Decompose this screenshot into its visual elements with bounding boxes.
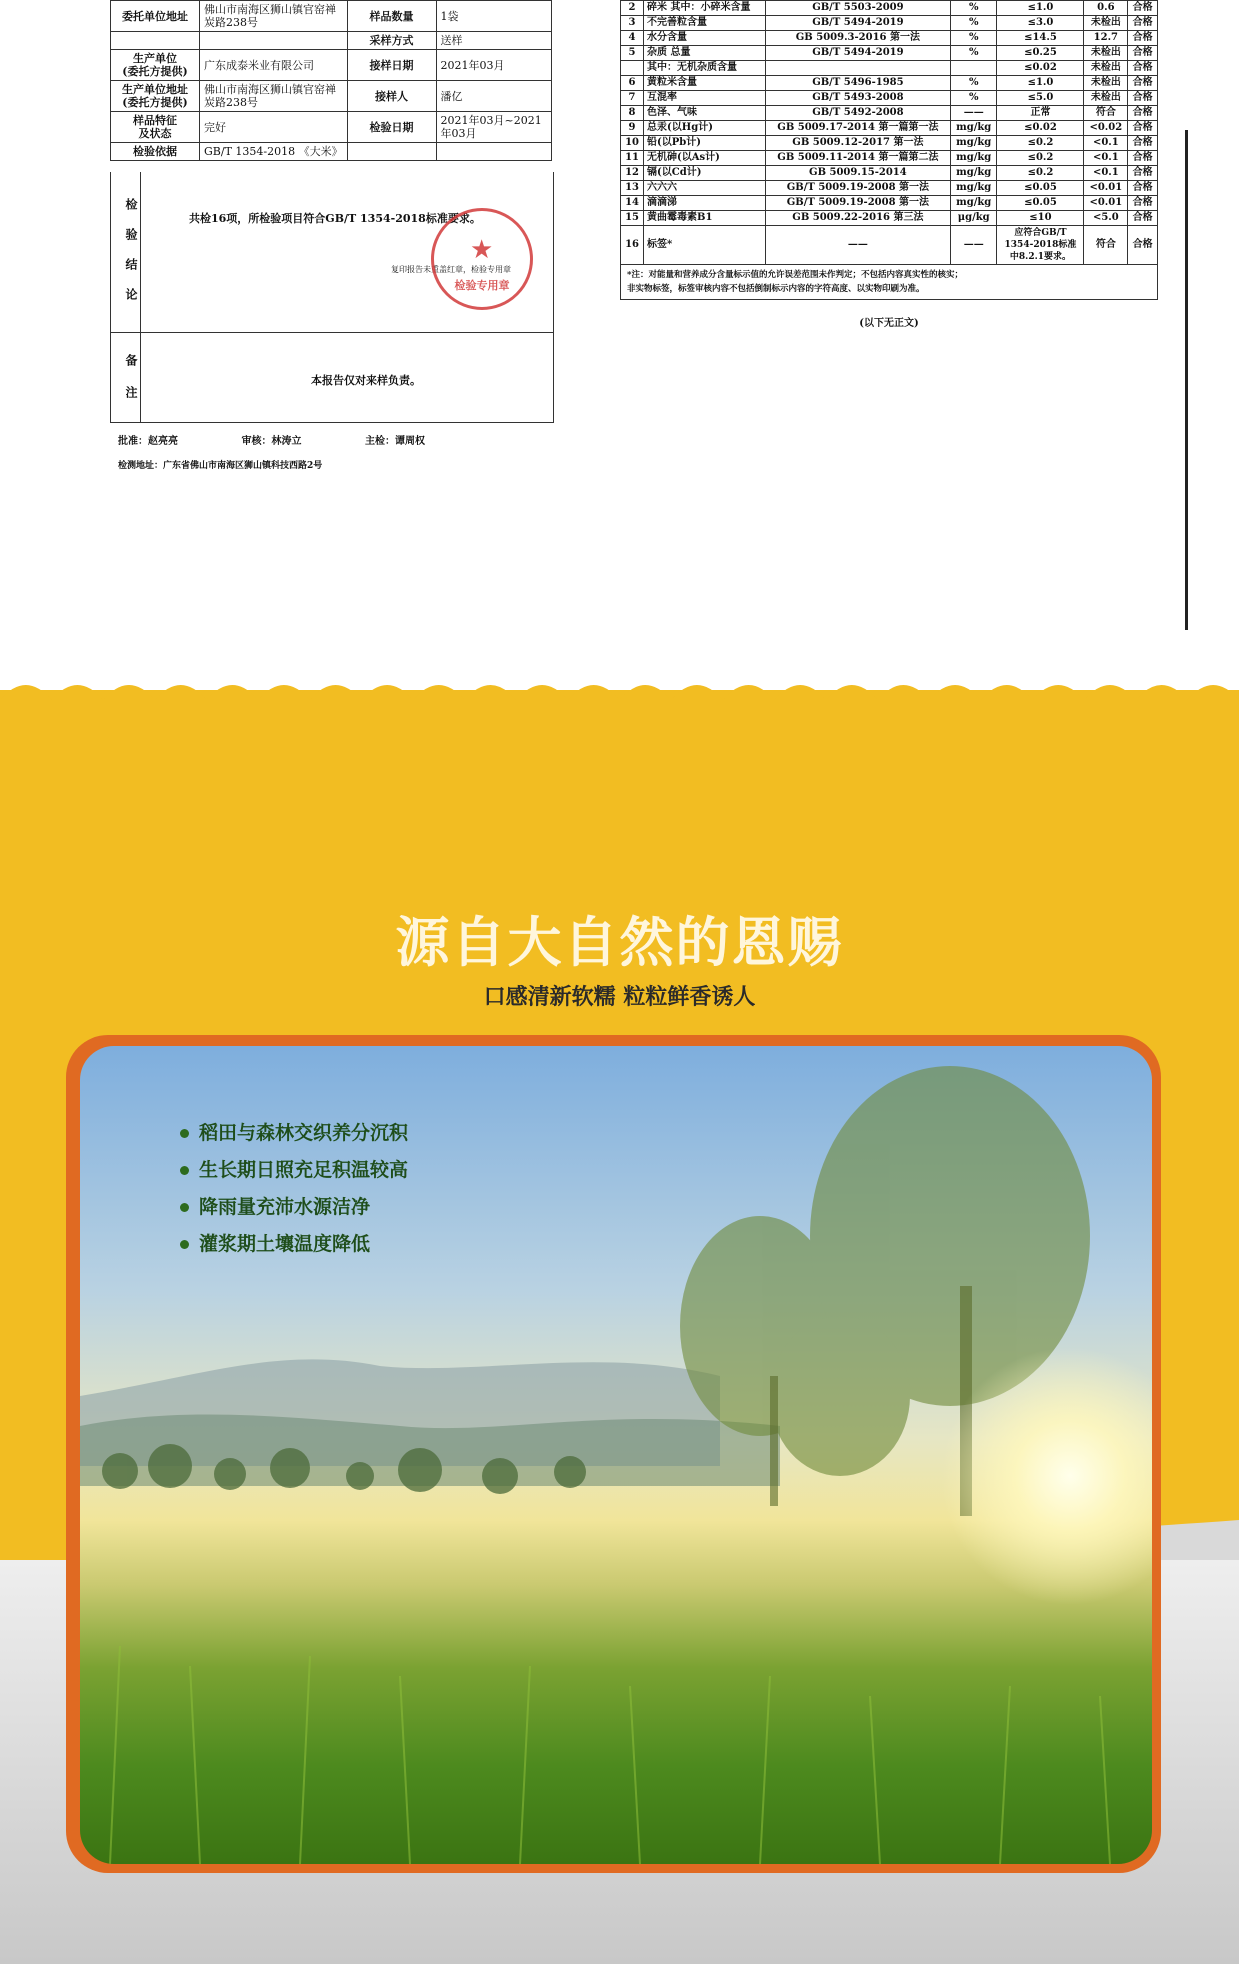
result-judge: 合格 — [1128, 211, 1158, 226]
result-unit: % — [951, 76, 997, 91]
test-address: 检测地址：广东省佛山市南海区狮山镇科技西路2号 — [118, 461, 323, 471]
result-result: 0.6 — [1084, 1, 1128, 16]
result-item: 标签* — [644, 226, 766, 265]
info-key: 采样方式 — [347, 32, 436, 50]
result-method: GB/T 5009.19-2008 第一法 — [765, 196, 950, 211]
result-method: GB 5009.17-2014 第一篇第一法 — [765, 121, 950, 136]
result-result: 符合 — [1084, 106, 1128, 121]
info-key: 接样人 — [347, 81, 436, 112]
result-row — [621, 166, 1158, 181]
result-item: 碎米 其中：小碎米含量 — [644, 1, 766, 16]
result-item: 黄曲霉毒素B1 — [644, 211, 766, 226]
signature-row — [118, 432, 560, 447]
result-result: <0.1 — [1084, 136, 1128, 151]
result-no — [621, 61, 644, 76]
result-req: ≤0.2 — [997, 166, 1084, 181]
result-result: 12.7 — [1084, 31, 1128, 46]
result-result: <5.0 — [1084, 211, 1128, 226]
result-judge: 合格 — [1128, 151, 1158, 166]
result-judge: 合格 — [1128, 61, 1158, 76]
result-item: 其中：无机杂质含量 — [644, 61, 766, 76]
result-row — [621, 136, 1158, 151]
result-result: 符合 — [1084, 226, 1128, 265]
bullet-dot-icon — [180, 1166, 189, 1175]
result-unit — [951, 61, 997, 76]
result-no: 15 — [621, 211, 644, 226]
red-seal — [431, 208, 533, 310]
result-req: ≤0.25 — [997, 46, 1084, 61]
result-unit: μg/kg — [951, 211, 997, 226]
remarks-text: 本报告仅对来样负责。 — [311, 374, 421, 387]
result-no: 14 — [621, 196, 644, 211]
result-req: ≤0.05 — [997, 181, 1084, 196]
result-result: <0.01 — [1084, 196, 1128, 211]
result-row — [621, 181, 1158, 196]
result-method: —— — [765, 226, 950, 265]
result-judge: 合格 — [1128, 166, 1158, 181]
result-method: GB 5009.22-2016 第三法 — [765, 211, 950, 226]
result-item: 水分含量 — [644, 31, 766, 46]
info-value: GB/T 1354-2018 《大米》 — [200, 143, 348, 161]
result-no: 2 — [621, 1, 644, 16]
info-label: 委托单位地址 — [111, 1, 200, 32]
result-method — [765, 61, 950, 76]
info-key-value — [436, 143, 551, 161]
result-method: GB/T 5496-1985 — [765, 76, 950, 91]
result-judge: 合格 — [1128, 1, 1158, 16]
result-row — [621, 151, 1158, 166]
result-unit: mg/kg — [951, 196, 997, 211]
result-no: 10 — [621, 136, 644, 151]
result-unit: % — [951, 16, 997, 31]
report-info-table — [110, 0, 552, 161]
result-result: 未检出 — [1084, 46, 1128, 61]
inspection-report-left — [110, 0, 552, 480]
result-unit: % — [951, 31, 997, 46]
result-no: 9 — [621, 121, 644, 136]
result-row — [621, 31, 1158, 46]
results-table — [620, 0, 1158, 265]
info-key-value: 送样 — [436, 32, 551, 50]
info-value — [200, 32, 348, 50]
result-method: GB 5009.15-2014 — [765, 166, 950, 181]
info-key: 样品数量 — [347, 1, 436, 32]
conclusion-text: 共检16项，所检验项目符合GB/T 1354-2018标准要求。 — [189, 212, 481, 225]
result-method: GB 5009.12-2017 第一法 — [765, 136, 950, 151]
result-method: GB/T 5492-2008 — [765, 106, 950, 121]
result-result: 未检出 — [1084, 91, 1128, 106]
reviewer: 审核：林涛立 — [241, 436, 302, 447]
info-label: 生产单位 (委托方提供) — [111, 50, 200, 81]
result-item: 总汞(以Hg计) — [644, 121, 766, 136]
result-row — [621, 91, 1158, 106]
footnote-line-1: *注：对能量和营养成分含量标示值的允许误差范围未作判定；不包括内容真实性的核实； — [627, 270, 963, 280]
result-item: 色泽、气味 — [644, 106, 766, 121]
result-item: 铅(以Pb计) — [644, 136, 766, 151]
hero-title: 源自大自然的恩赐 — [395, 911, 844, 974]
approver: 批准：赵亮亮 — [118, 436, 178, 447]
info-key-value: 2021年03月~2021年03月 — [436, 112, 551, 143]
feature-item: 生长期日照充足积温较高 — [180, 1152, 408, 1189]
info-row — [111, 50, 552, 81]
footnote — [620, 265, 1158, 300]
result-req: ≤0.2 — [997, 136, 1084, 151]
result-result: 未检出 — [1084, 61, 1128, 76]
info-label: 检验依据 — [111, 143, 200, 161]
star-icon: ★ — [470, 235, 494, 265]
result-method: GB/T 5494-2019 — [765, 46, 950, 61]
info-row — [111, 32, 552, 50]
result-req: ≤0.02 — [997, 61, 1084, 76]
result-req: ≤10 — [997, 211, 1084, 226]
feature-item: 降雨量充沛水源洁净 — [180, 1189, 408, 1226]
result-judge: 合格 — [1128, 31, 1158, 46]
remarks-divider — [141, 332, 553, 333]
bullet-dot-icon — [180, 1129, 189, 1138]
info-value: 佛山市南海区狮山镇官窑禅炭路238号 — [200, 1, 348, 32]
result-no: 6 — [621, 76, 644, 91]
result-req: ≤0.05 — [997, 196, 1084, 211]
result-req: 应符合GB/T 1354-2018标准中8.2.1要求。 — [997, 226, 1084, 265]
result-row — [621, 211, 1158, 226]
info-row — [111, 143, 552, 161]
result-req: ≤1.0 — [997, 1, 1084, 16]
result-judge: 合格 — [1128, 46, 1158, 61]
result-row — [621, 46, 1158, 61]
wavy-edge — [0, 670, 1239, 730]
feature-item: 稻田与森林交织养分沉积 — [180, 1115, 408, 1152]
result-req: ≤5.0 — [997, 91, 1084, 106]
end-of-report: (以下无正文) — [859, 318, 919, 329]
remarks-label: 备注 — [111, 332, 141, 422]
result-unit: mg/kg — [951, 166, 997, 181]
result-req: ≤14.5 — [997, 31, 1084, 46]
result-item: 不完善粒含量 — [644, 16, 766, 31]
result-req: 正常 — [997, 106, 1084, 121]
result-result: <0.02 — [1084, 121, 1128, 136]
info-value: 广东成泰米业有限公司 — [200, 50, 348, 81]
result-req: ≤1.0 — [997, 76, 1084, 91]
result-result: <0.1 — [1084, 151, 1128, 166]
page-edge — [1185, 130, 1188, 630]
info-row — [111, 112, 552, 143]
result-judge: 合格 — [1128, 91, 1158, 106]
result-no: 12 — [621, 166, 644, 181]
feature-item: 灌浆期土壤温度降低 — [180, 1226, 408, 1263]
result-no: 16 — [621, 226, 644, 265]
result-no: 7 — [621, 91, 644, 106]
result-judge: 合格 — [1128, 76, 1158, 91]
result-result: <0.1 — [1084, 166, 1128, 181]
result-no: 4 — [621, 31, 644, 46]
result-item: 无机砷(以As计) — [644, 151, 766, 166]
result-result: 未检出 — [1084, 76, 1128, 91]
result-row — [621, 106, 1158, 121]
result-method: GB 5009.3-2016 第一法 — [765, 31, 950, 46]
info-key: 接样日期 — [347, 50, 436, 81]
result-unit: mg/kg — [951, 136, 997, 151]
info-row — [111, 1, 552, 32]
result-method: GB/T 5493-2008 — [765, 91, 950, 106]
feature-list — [180, 1115, 408, 1263]
result-unit: % — [951, 46, 997, 61]
preparer: 主检：谭周权 — [364, 436, 425, 447]
seal-text: 检验专用章 — [454, 279, 510, 292]
footnote-line-2: 非实物标签，标签审核内容不包括倒制标示内容的字符高度、以实物印刷为准。 — [627, 284, 925, 294]
result-result: <0.01 — [1084, 181, 1128, 196]
result-row — [621, 1, 1158, 16]
result-item: 镉(以Cd计) — [644, 166, 766, 181]
result-item: 六六六 — [644, 181, 766, 196]
result-item: 互混率 — [644, 91, 766, 106]
result-req: ≤0.2 — [997, 151, 1084, 166]
bullet-dot-icon — [180, 1203, 189, 1212]
result-no: 13 — [621, 181, 644, 196]
result-unit: % — [951, 1, 997, 16]
result-row — [621, 16, 1158, 31]
result-unit: —— — [951, 106, 997, 121]
result-judge: 合格 — [1128, 136, 1158, 151]
result-unit: mg/kg — [951, 121, 997, 136]
result-no: 11 — [621, 151, 644, 166]
hero-subtitle: 口感清新软糯 粒粒鲜香诱人 — [483, 985, 756, 1010]
result-judge: 合格 — [1128, 121, 1158, 136]
inspection-report-right — [620, 0, 1158, 329]
result-unit: mg/kg — [951, 151, 997, 166]
result-judge: 合格 — [1128, 226, 1158, 265]
result-req: ≤0.02 — [997, 121, 1084, 136]
info-key-value: 2021年03月 — [436, 50, 551, 81]
result-no: 8 — [621, 106, 644, 121]
info-key — [347, 143, 436, 161]
conclusion-note: 复印报告未重盖红章，检验专用章 — [391, 265, 511, 274]
info-label: 样品特征 及状态 — [111, 112, 200, 143]
result-row — [621, 76, 1158, 91]
result-judge: 合格 — [1128, 16, 1158, 31]
info-key-value: 1袋 — [436, 1, 551, 32]
info-row — [111, 81, 552, 112]
result-method: GB/T 5494-2019 — [765, 16, 950, 31]
info-value: 佛山市南海区狮山镇官窑禅炭路238号 — [200, 81, 348, 112]
result-row — [621, 226, 1158, 265]
conclusion-label: 检验结论 — [111, 172, 141, 332]
result-no: 3 — [621, 16, 644, 31]
info-label: 生产单位地址 (委托方提供) — [111, 81, 200, 112]
result-item: 杂质 总量 — [644, 46, 766, 61]
info-key-value: 潘亿 — [436, 81, 551, 112]
result-method: GB 5009.11-2014 第一篇第二法 — [765, 151, 950, 166]
result-item: 黄粒米含量 — [644, 76, 766, 91]
result-no: 5 — [621, 46, 644, 61]
result-row — [621, 121, 1158, 136]
result-judge: 合格 — [1128, 196, 1158, 211]
result-unit: mg/kg — [951, 181, 997, 196]
conclusion-section — [110, 172, 554, 423]
result-unit: —— — [951, 226, 997, 265]
result-result: 未检出 — [1084, 16, 1128, 31]
info-label — [111, 32, 200, 50]
result-req: ≤3.0 — [997, 16, 1084, 31]
result-row — [621, 61, 1158, 76]
info-key: 检验日期 — [347, 112, 436, 143]
info-value: 完好 — [200, 112, 348, 143]
bullet-dot-icon — [180, 1240, 189, 1249]
result-item: 滴滴涕 — [644, 196, 766, 211]
result-method: GB/T 5503-2009 — [765, 1, 950, 16]
result-method: GB/T 5009.19-2008 第一法 — [765, 181, 950, 196]
result-row — [621, 196, 1158, 211]
result-judge: 合格 — [1128, 181, 1158, 196]
result-unit: % — [951, 91, 997, 106]
result-judge: 合格 — [1128, 106, 1158, 121]
